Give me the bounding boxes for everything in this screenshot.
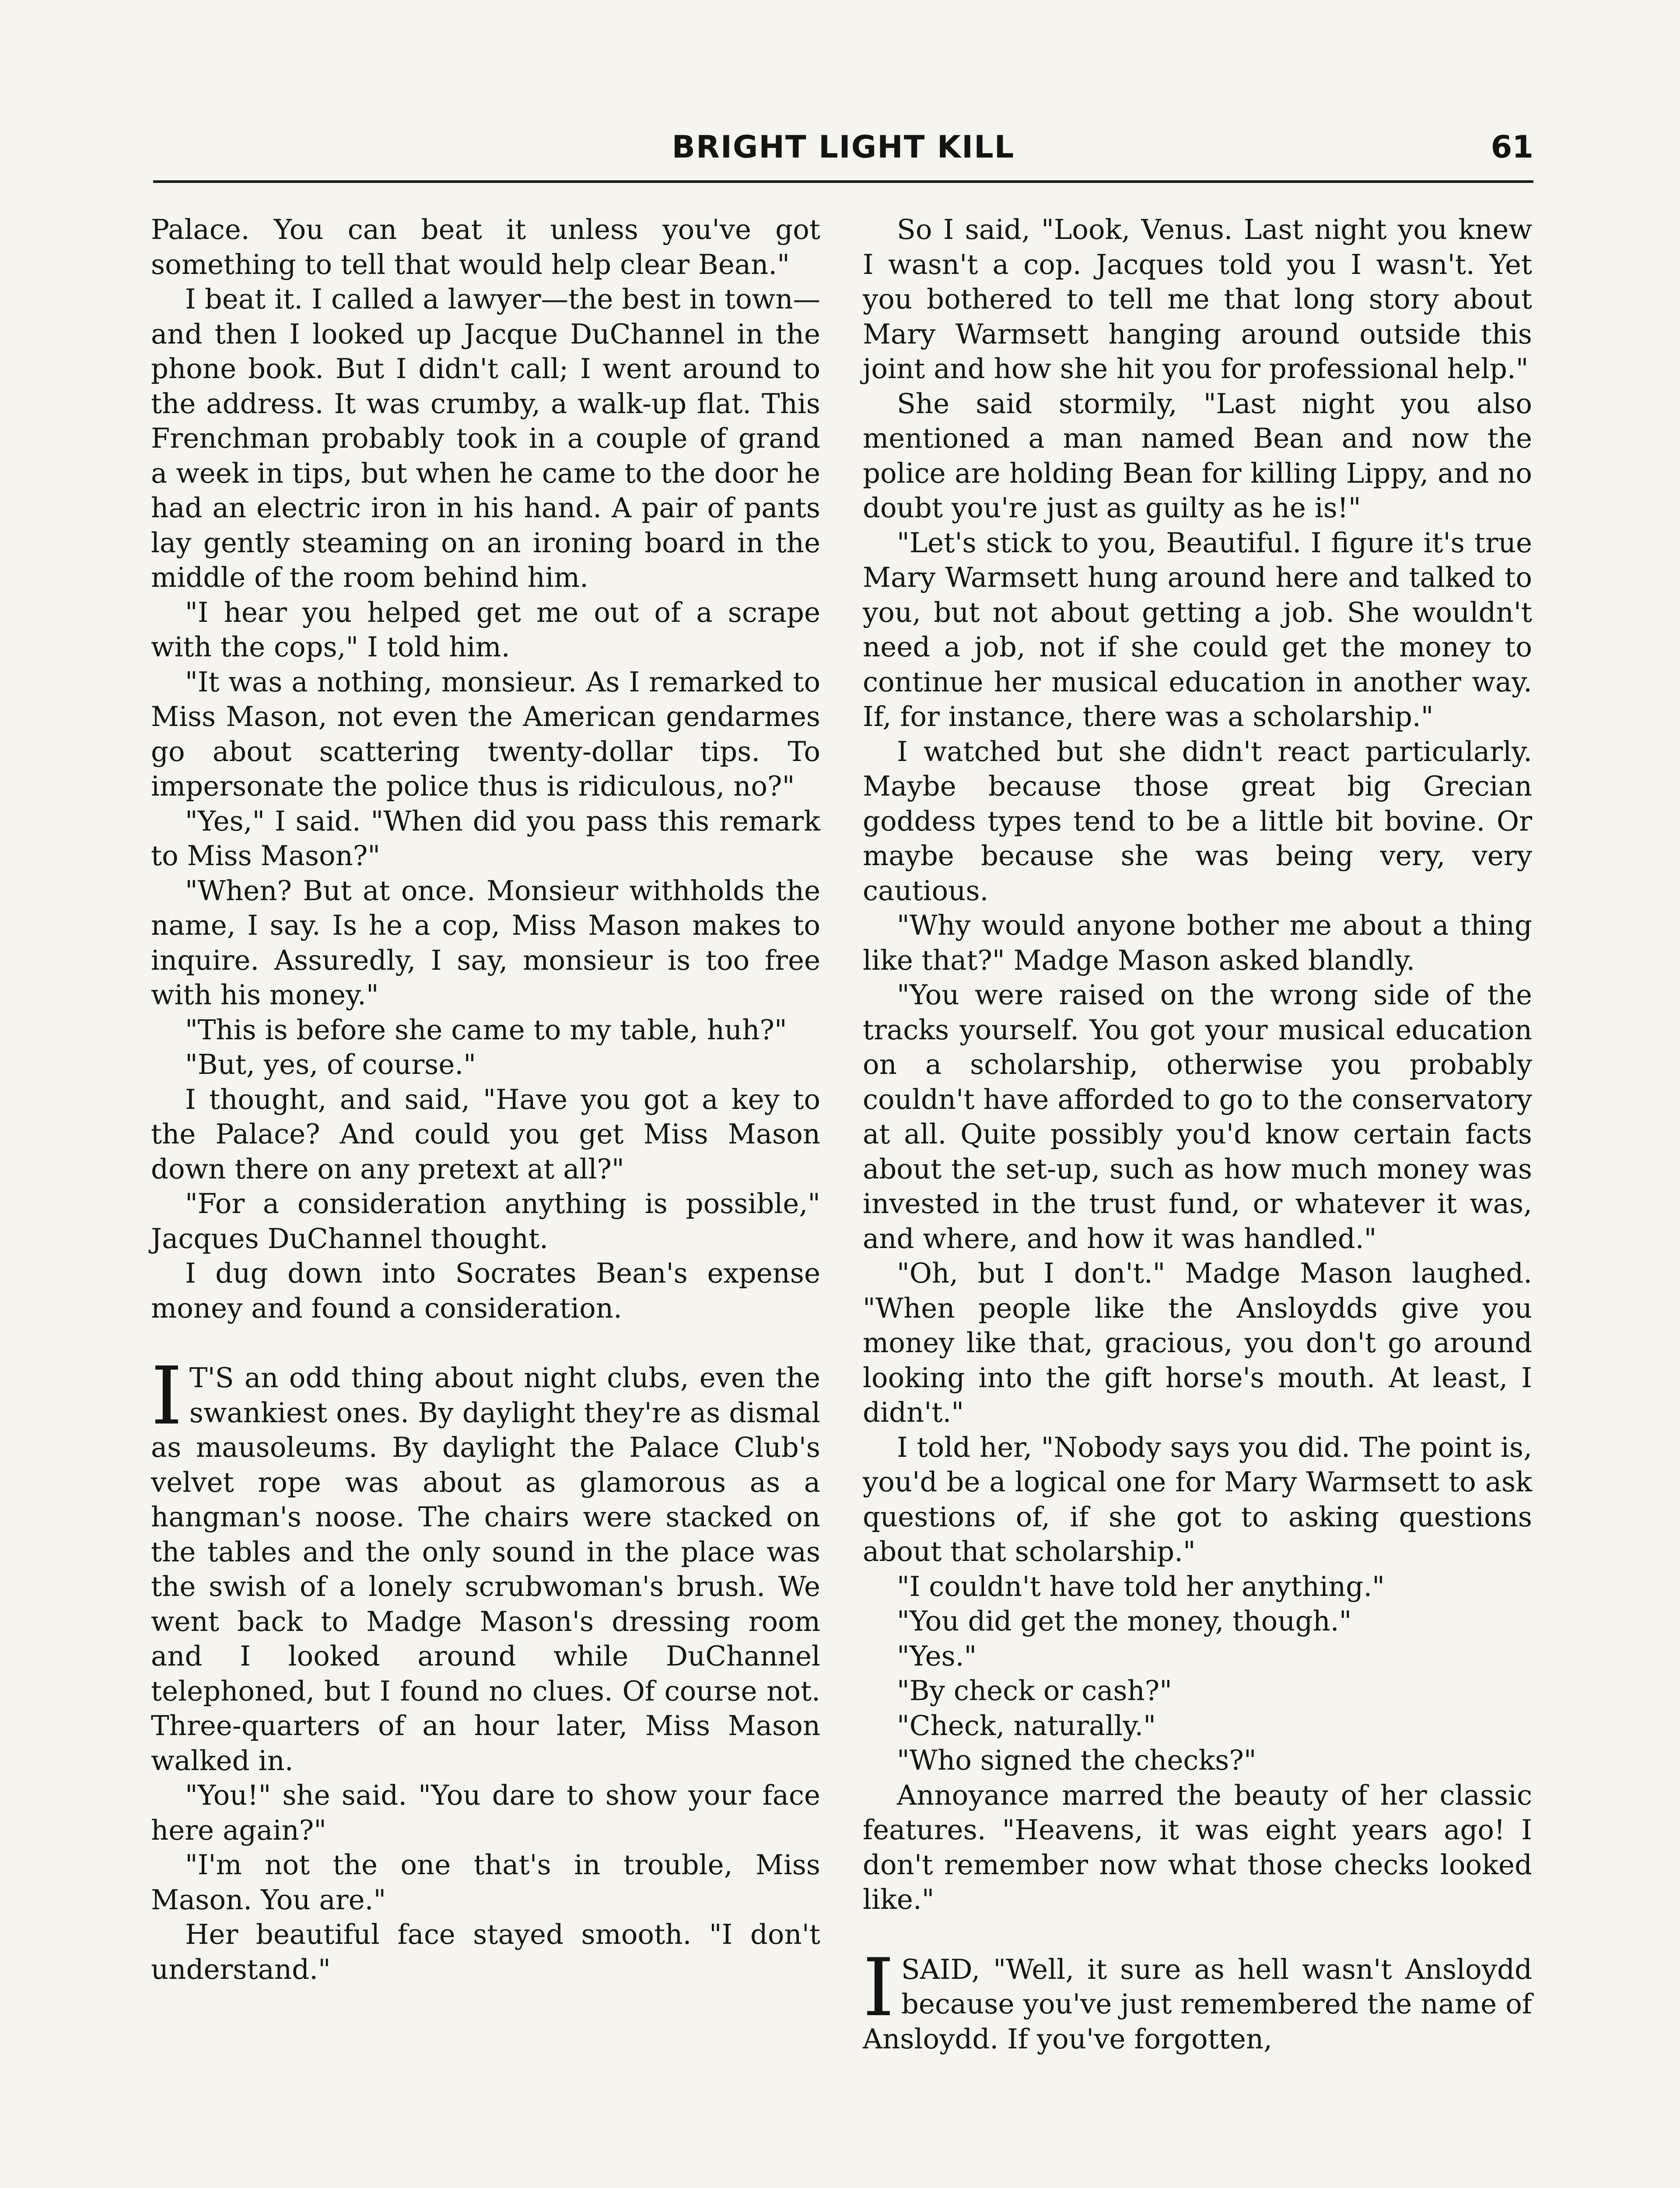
running-header [153, 129, 1533, 177]
paragraph: "Who signed the checks?" [897, 1744, 1256, 1776]
header-rule [153, 180, 1533, 183]
paragraph: "Oh, but I don't." Madge Mason laughed. "When people like the Ansloydds give you money like that, gracious, you don't go around looking into the gift horse's mouth. At least, I didn't." [863, 1257, 1532, 1428]
paragraph: "You were raised on the wrong side of the tracks yourself. You got your musical education on a scholarship, otherwise you probably couldn't have afforded to go to the conservatory at all. Quite possibly you'd know certain facts about the set-up, such as how much money was invested in the trust fund, or whatever it was, and where, and how it was handled." [863, 979, 1532, 1255]
paragraph: "I'm not the one that's in trouble, Miss Mason. You are." [151, 1849, 820, 1916]
drop-cap: I [151, 1350, 182, 1442]
section-text: SAID, "Well, it sure as hell wasn't Ansloydd because you've just remembered the name of Ansloydd. If you've forgotten, [863, 1953, 1532, 2055]
paragraph: "By check or cash?" [897, 1675, 1172, 1707]
paragraph: So I said, "Look, Venus. Last night you knew I wasn't a cop. Jacques told you I wasn't. Yet you bothered to tell me that long story about Mary Warmsett hanging around outside this joint and how she hit you for professional help." [863, 214, 1532, 385]
paragraph: I dug down into Socrates Bean's expense money and found a consideration. [151, 1257, 820, 1324]
paragraph: "For a consideration anything is possible," Jacques DuChannel thought. [151, 1188, 820, 1255]
paragraph: "When? But at once. Monsieur withholds the name, I say. Is he a cop, Miss Mason makes to inquire. Assuredly, I say, monsieur is too free with his money." [151, 874, 820, 1011]
paragraph: "I couldn't have told her anything." [897, 1570, 1385, 1602]
paragraph: I told her, "Nobody says you did. The point is, you'd be a logical one for Mary Warmsett to ask questions of, if she got to asking questions about that scholarship." [863, 1431, 1532, 1567]
paragraph: "You!" she said. "You dare to show your face here again?" [151, 1779, 820, 1846]
paragraph: She said stormily, "Last night you also mentioned a man named Bean and now the police are holding Bean for killing Lippy, and no doubt you're just as guilty as he is!" [863, 387, 1532, 524]
paragraph: I watched but she didn't react particularly. Maybe because those great big Grecian goddess types tend to be a little bit bovine. Or maybe because she was being very, very cautious. [863, 735, 1532, 907]
paragraph: "Check, naturally." [897, 1709, 1156, 1742]
paragraph: Annoyance marred the beauty of her classic features. "Heavens, it was eight years ago! I don't remember now what those checks looked like." [863, 1779, 1532, 1915]
section-paragraph [863, 1941, 1532, 2057]
paragraph [151, 665, 820, 804]
section-text: T'S an odd thing about night clubs, even the swankiest ones. By daylight they're as dismal as mausoleums. By daylight the Palace Club's velvet rope was about as glamorous as a hangman's noose. The chairs were stacked on the tables and the only sound in the place was the swish of a lonely scrubwoman's brush. We went back to Madge Mason's dressing room and I looked around while DuChannel telephoned, but I found no clues. Of course not. Three-quarters of an hour later, Miss Mason walked in. [151, 1362, 820, 1777]
paragraph: I beat it. I called a lawyer—the best in town—and then I looked up Jacque DuChannel in the phone book. But I didn't call; I went around to the address. It was crumby, a walk-up flat. This Frenchman probably took in a couple of grand a week in tips, but when he came to the door he had an electric iron in his hand. A pair of pants lay gently steaming on an ironing board in the middle of the room behind him. [151, 283, 820, 593]
page-number: 61 [1491, 129, 1533, 165]
paragraph: Palace. You can beat it unless you've got something to tell that would help clear Bean." [151, 214, 820, 281]
paragraph: "Why would anyone bother me about a thing like that?" Madge Mason asked blandly. [863, 909, 1532, 976]
left-column [151, 212, 820, 1987]
section-paragraph [151, 1350, 820, 1778]
paragraph: "Yes." [897, 1640, 977, 1672]
paragraph-text: "It was a nothing, monsieur. As I remarked to Miss Mason, not even the American gendarmes go about scattering twenty-dollar tips. To impersonate the police thus is ridiculous, no?" [151, 666, 820, 802]
paragraph: "I hear you helped get me out of a scrape with the cops," I told him. [151, 596, 820, 663]
paragraph: "This is before she came to my table, huh?" [185, 1013, 787, 1046]
right-column [863, 212, 1532, 2056]
paragraph: "You did get the money, though." [897, 1605, 1352, 1637]
story-title: BRIGHT LIGHT KILL [672, 129, 1015, 165]
drop-cap: I [863, 1941, 894, 2034]
paragraph: I thought, and said, "Have you got a key to the Palace? And could you get Miss Mason down there on any pretext at all?" [151, 1083, 820, 1185]
paragraph: "Yes," I said. "When did you pass this remark to Miss Mason?" [151, 805, 820, 872]
paragraph: "Let's stick to you, Beautiful. I figure it's true Mary Warmsett hung around here and talked to you, but not about getting a job. She wouldn't need a job, not if she could get the money to continue her musical education in another way. If, for instance, there was a scholarship." [863, 526, 1532, 733]
paragraph: "But, yes, of course." [185, 1048, 476, 1080]
paragraph: Her beautiful face stayed smooth. "I don't understand." [151, 1918, 820, 1985]
